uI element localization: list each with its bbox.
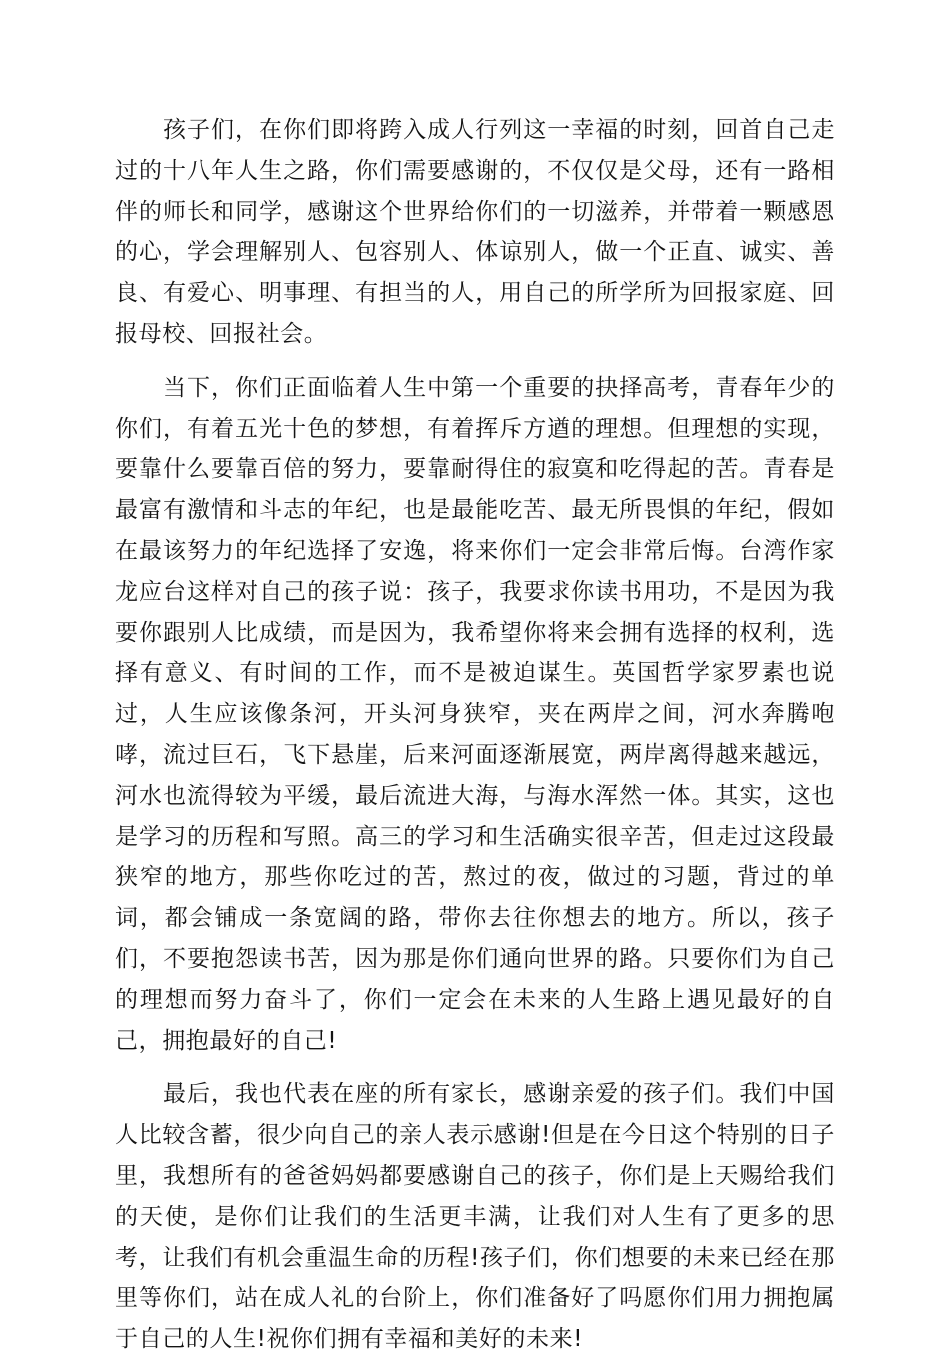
document-body bbox=[115, 110, 835, 1360]
paragraph-2: 当下，你们正面临着人生中第一个重要的抉择高考，青春年少的你们，有着五光十色的梦想，有着挥斥方遒的理想。但理想的实现，要靠什么要靠百倍的努力，要靠耐得住的寂寞和吃得起的苦。青春是最富有激情和斗志的年纪，也是最能吃苦、最无所畏惧的年纪，假如在最该努力的年纪选择了安逸，将来你们一定会非常后悔。台湾作家龙应台这样对自己的孩子说：孩子，我要求你读书用功，不是因为我要你跟别人比成绩，而是因为，我希望你将来会拥有选择的权利，选择有意义、有时间的工作，而不是被迫谋生。英国哲学家罗素也说过，人生应该像条河，开头河身狭窄，夹在两岸之间，河水奔腾咆哮，流过巨石，飞下悬崖，后来河面逐渐展宽，两岸离得越来越远，河水也流得较为平缓，最后流进大海，与海水浑然一体。其实，这也是学习的历程和写照。高三的学习和生活确实很辛苦，但走过这段最狭窄的地方，那些你吃过的苦，熬过的夜，做过的习题，背过的单词，都会铺成一条宽阔的路，带你去往你想去的地方。所以，孩子们，不要抱怨读书苦，因为那是你们通向世界的路。只要你们为自己的理想而努力奋斗了，你们一定会在未来的人生路上遇见最好的自己，拥抱最好的自己! bbox=[115, 374, 835, 1054]
paragraph-3: 最后，我也代表在座的所有家长，感谢亲爱的孩子们。我们中国人比较含蓄，很少向自己的亲人表示感谢!但是在今日这个特别的日子里，我想所有的爸爸妈妈都要感谢自己的孩子，你们是上天赐给我们的天使，是你们让我们的生活更丰满，让我们对人生有了更多的思考，让我们有机会重温生命的历程!孩子们，你们想要的未来已经在那里等你们，站在成人礼的台阶上，你们准备好了吗愿你们用力拥抱属于自己的人生!祝你们拥有幸福和美好的未来! bbox=[115, 1081, 835, 1353]
paragraph-1: 孩子们，在你们即将跨入成人行列这一幸福的时刻，回首自己走过的十八年人生之路，你们需要感谢的，不仅仅是父母，还有一路相伴的师长和同学，感谢这个世界给你们的一切滋养，并带着一颗感恩的心，学会理解别人、包容别人、体谅别人，做一个正直、诚实、善良、有爱心、明事理、有担当的人，用自己的所学所为回报家庭、回报母校、回报社会。 bbox=[115, 117, 835, 347]
